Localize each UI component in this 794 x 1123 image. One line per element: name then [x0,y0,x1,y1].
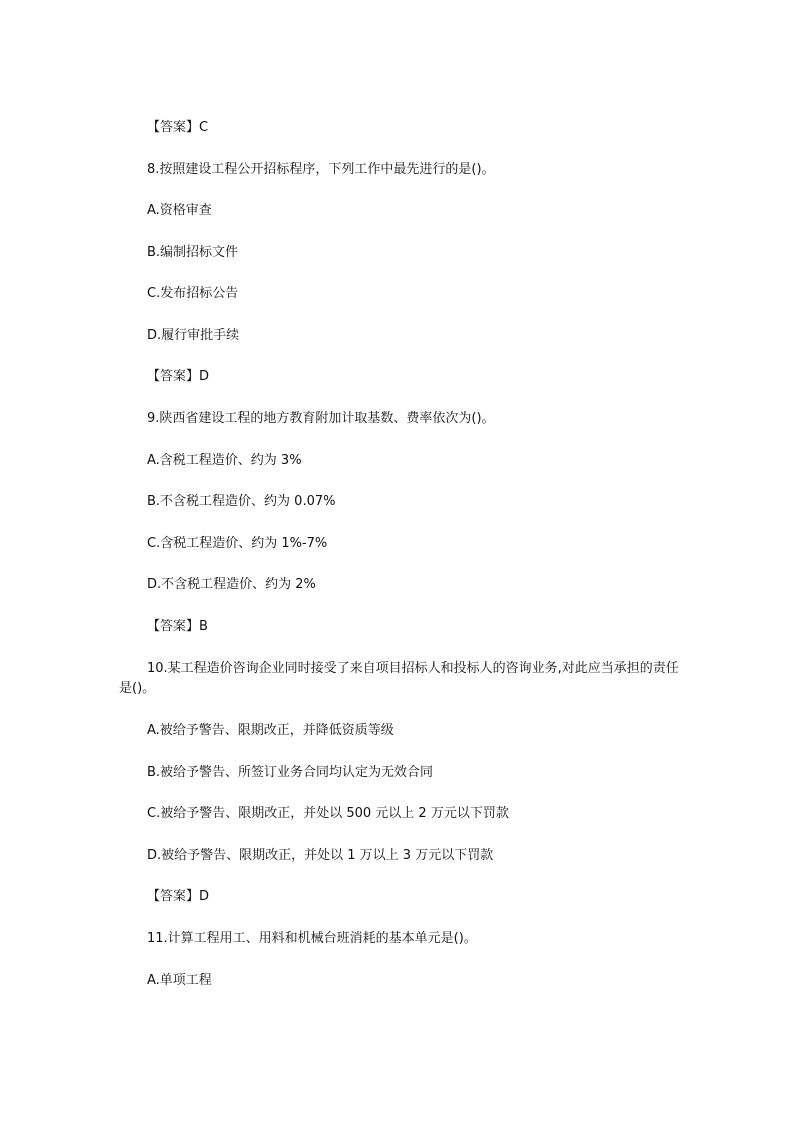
question-9: 9.陕西省建设工程的地方教育附加计取基数、费率依次为()。 [147,411,495,426]
option-d: D.不含税工程造价、约为 2% [147,577,316,592]
option-c: C.被给予警告、限期改正，并处以 500 元以上 2 万元以下罚款 [147,806,509,821]
answer-line: 【答案】D [147,889,210,904]
answer-line: 【答案】B [147,619,208,634]
question-8: 8.按照建设工程公开招标程序，下列工作中最先进行的是()。 [147,162,495,177]
option-b: B.编制招标文件 [147,245,239,260]
option-a: A.资格审查 [147,203,212,218]
option-c: C.发布招标公告 [147,286,239,301]
option-d: D.履行审批手续 [147,328,240,343]
question-10: 10.某工程造价咨询企业同时接受了来自项目招标人和投标人的咨询业务,对此应当承担的责任是()。 [119,661,679,696]
option-c: C.含税工程造价、约为 1%-7% [147,536,328,551]
option-a: A.被给予警告、限期改正，并降低资质等级 [147,723,394,738]
option-a: A.含税工程造价、约为 3% [147,453,302,468]
option-b: B.被给予警告、所签订业务合同均认定为无效合同 [147,765,434,780]
answer-line: 【答案】D [147,369,210,384]
option-d: D.被给予警告、限期改正，并处以 1 万以上 3 万元以下罚款 [147,848,494,863]
option-b: B.不含税工程造价、约为 0.07% [147,494,336,509]
answer-line: 【答案】C [147,120,209,135]
question-11: 11.计算工程用工、用料和机械台班消耗的基本单元是()。 [147,931,477,946]
option-a: A.单项工程 [147,973,212,988]
